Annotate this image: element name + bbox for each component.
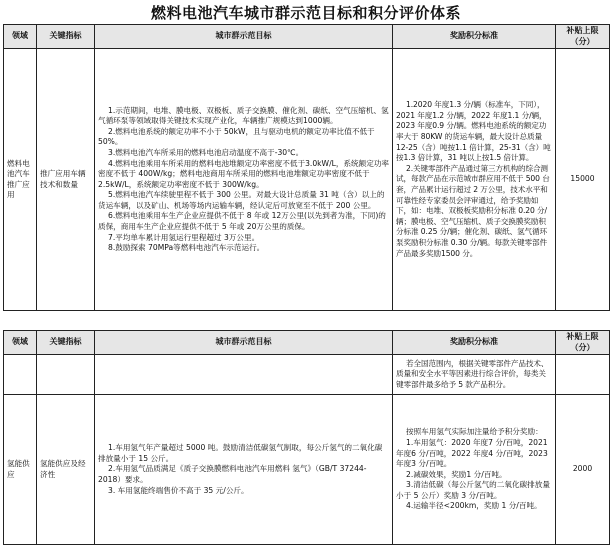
goal-item: 6.燃料电池乘用车生产企业应提供不低于 8 年或 12万公里(以先到者为准，下同)的质保，商用车生产企业应提供不低于 5 年或 20万公里的质保。 <box>98 211 386 232</box>
goal-item: 3. 车用氢能终端售价不高于 35 元/公斤。 <box>108 485 249 495</box>
page-title: 燃料电池汽车城市群示范目标和积分评价体系 <box>150 4 461 22</box>
header-score: 奖励积分标准 <box>393 25 556 49</box>
goal-item: 5.燃料电池汽车续驶里程不低于 300 公里。对最大设计总质量 31 吨（含）以上的货运车辆，以及矿山、机场等场内运输车辆，经认定后可放宽至不低于 200 公里。 <box>98 190 385 210</box>
header-domain: 领域 <box>4 25 37 49</box>
cell-key: 氢能供应及经济性 <box>37 395 95 545</box>
goal-item: 2.车用氢气品质满足《质子交换膜燃料电池汽车用燃料 氢气》（GB/T 37244-2018）要求。 <box>98 464 367 484</box>
cell-score <box>393 395 556 545</box>
cell-score <box>393 49 556 311</box>
header-domain: 领域 <box>4 331 37 355</box>
cell-domain: 氢能供应 <box>4 395 37 545</box>
goal-item: 1.示范期间，电堆、膜电极、双极板、质子交换膜、催化剂、碳纸、空气压缩机、氢气循环泵等领域取得关键技术实现产业化，车辆推广规模达到1000辆。 <box>98 105 389 126</box>
score-item: 2.减碳效果，奖励1 分/百吨。 <box>406 469 507 479</box>
header-row <box>4 25 610 49</box>
goal-item: 7.平均单车累计用氢运行里程超过 3万公里。 <box>108 232 260 242</box>
header-key: 关键指标 <box>37 331 95 355</box>
goal-item: 1.车用氢气年产量超过 5000 吨。鼓励清洁低碳氢气制取，每公斤氢气的二氧化碳排放量小于 15 公斤。 <box>98 443 383 463</box>
goal-item: 3.燃料电池汽车所采用的燃料电池启动温度不高于-30℃。 <box>108 147 304 157</box>
page-break <box>0 312 612 328</box>
score-table-part2 <box>3 330 610 545</box>
header-row <box>4 331 610 355</box>
goal-item: 8.鼓励探索 70MPa等燃料电池汽车示范运行。 <box>108 243 265 253</box>
table-row <box>4 395 610 545</box>
cell-domain: 燃料电池汽车推广应用 <box>4 49 37 311</box>
table-row <box>4 355 610 395</box>
cell-goal <box>95 49 393 311</box>
goal-item: 2.燃料电池系统的额定功率不小于 50kW，且与驱动电机的额定功率比值不低于 50%。 <box>98 126 375 147</box>
header-score: 奖励积分标准 <box>393 331 556 355</box>
score-item: 4.运输半径<200km，奖励 1 分/百吨。 <box>406 501 542 511</box>
table-row <box>4 49 610 311</box>
score-table-part1 <box>3 24 610 311</box>
score-item: 1.2020 年度1.3 分/辆（标准车，下同），2021 年度1.2 分/辆，2022 年度1.1 分/辆，2023 年度0.9 分/辆。燃料电池系统的额定功率大于 80KW 的货运车辆，最大设计总质量12-25（含）吨按1.1 倍计算，25-31（含）吨按1.3 倍计算，31 吨以上按1.5 倍计算。 <box>396 100 551 163</box>
score-item: 若全国范围内，根据关键零部件产品技术、质量和安全水平等因素进行综合评价，每类关键零部件最多给予 5 款产品积分。 <box>396 358 549 389</box>
score-item: 1.车用氢气：2020 年度7 分/百吨，2021 年度6 分/百吨，2022 年度4 分/百吨，2023 年度3 分/百吨。 <box>396 437 548 469</box>
header-key: 关键指标 <box>37 25 95 49</box>
cell-score <box>393 355 556 395</box>
score-item: 按照车用氢气实际加注量给予积分奖励： <box>406 427 543 437</box>
header-goal: 城市群示范目标 <box>95 25 393 49</box>
cell-max: 15000 <box>556 49 610 311</box>
header-max: 补贴上限（分） <box>556 331 610 355</box>
header-goal: 城市群示范目标 <box>95 331 393 355</box>
goal-item: 4.燃料电池乘用车所采用的燃料电池堆额定功率密度不低于3.0kW/L，系统额定功率密度不低于 400W/kg；燃料电池商用车所采用的燃料电池堆额定功率密度不低于 2.5kW/L，系统额定功率密度不低于 300W/kg。 <box>98 158 390 189</box>
cell-max: 2000 <box>556 395 610 545</box>
score-item: 3.清洁低碳（每公斤氢气的二氧化碳排放量小于 5 公斤）奖励 3 分/百吨。 <box>396 480 550 500</box>
cell-goal <box>95 395 393 545</box>
header-max: 补贴上限（分） <box>556 25 610 49</box>
cell-key: 推广应用车辆技术和数量 <box>37 49 95 311</box>
score-item: 2.关键零部件产品通过第三方机构的综合测试，每款产品在示范城市群应用不低于 500 台套，产品累计运行超过 2 万公里，技术水平和可靠性经专家委员会评审通过，给予奖励如下，如：电堆、双极板奖励积分标准 0.20 分/辆；膜电极、空气压缩机、质子交换膜奖励积分标准 0.25 分/辆；催化剂、碳纸、氢气循环泵奖励积分标准 0.30 分/辆。每款关键零部件产品最多奖励1500 分。 <box>396 163 550 258</box>
